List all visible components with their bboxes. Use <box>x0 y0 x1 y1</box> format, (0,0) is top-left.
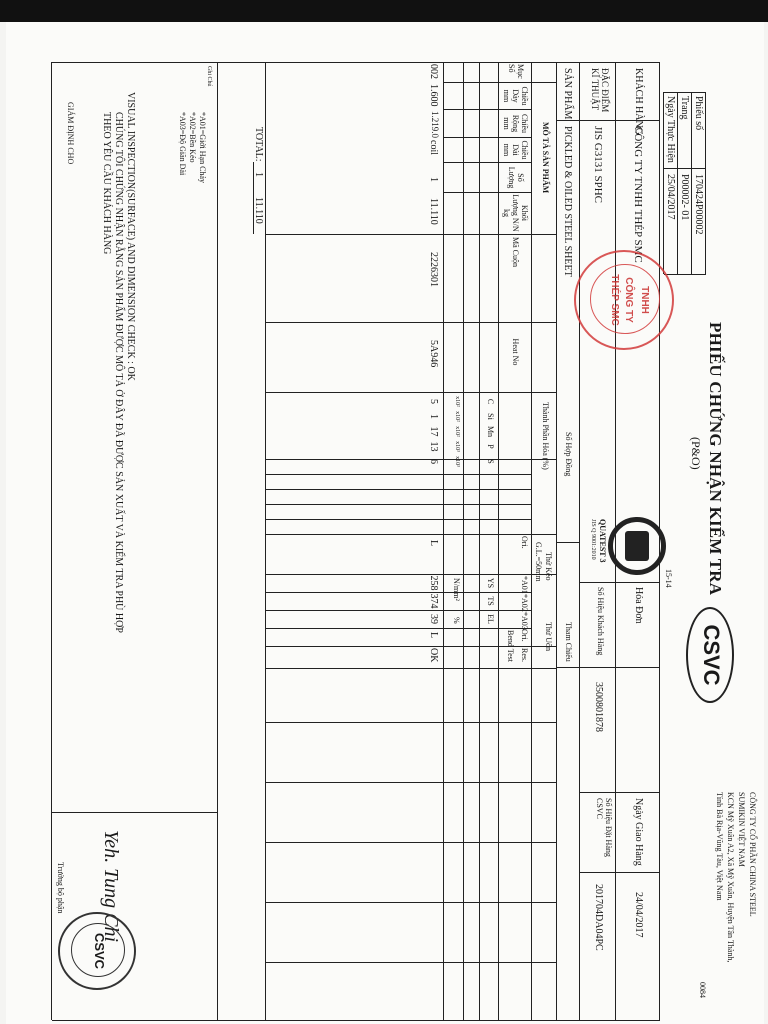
col-ys: YS <box>486 577 495 589</box>
col-gl: G.L.=50mm <box>534 542 543 582</box>
page-subtitle: (P&O) <box>689 437 703 470</box>
unit-mn: x10² <box>454 426 460 437</box>
col-a03: *A03 <box>520 612 529 630</box>
col-heat-no: Heat No <box>511 338 520 366</box>
cert-line-2: THEO YÊU CẦU KHÁCH HÀNG <box>101 112 112 255</box>
trang-value: P00002- 01 <box>679 174 690 221</box>
note-a03: *A03=Độ Giãn Dài <box>178 112 187 176</box>
so-hieu-dat-value: 201704DA04PC <box>593 884 604 951</box>
so-hieu-kh-value: 3500801878 <box>593 682 604 732</box>
col-so-luong: Số Lượng <box>507 166 525 189</box>
csvc-logo: CSVC <box>686 607 734 703</box>
so-hieu-dat-label: Số Hiệu Đặt Hàng CSVC <box>595 798 613 857</box>
mo-ta-label: MÔ TẢ SẢN PHẨM <box>541 122 550 194</box>
row-ori: L <box>428 540 439 547</box>
col-day: Chiều Dày mm <box>502 86 529 106</box>
phieu-so-label: Phiếu số <box>693 96 704 131</box>
row-day: 1.600 <box>428 84 439 107</box>
ngay-giao-label: Ngày Giao Hàng <box>633 798 644 866</box>
unit-pct: % <box>452 617 461 624</box>
col-ts: TS <box>486 596 495 606</box>
total-weight: 11.110 <box>253 197 264 224</box>
khach-hang-label: KHÁCH HÀNG <box>633 68 644 135</box>
company-address-1: KCN Mỹ Xuân A2, Xã Mỹ Xuân, Huyện Tân Thành, <box>726 792 735 963</box>
csvc-seal: CSVC <box>58 912 136 990</box>
row-dai: coil <box>428 140 439 155</box>
col-ma-cuon: Mã Cuộn <box>511 237 520 267</box>
note-a02: *A02=Bền Kéo <box>188 112 197 163</box>
ghi-chu-label: Ghi Chú <box>206 66 212 87</box>
phieu-so-value: 170424P00002 <box>693 174 704 235</box>
unit-tensile: N/mm² <box>452 578 461 601</box>
truong-bo-phan: Trưởng bộ phận <box>56 862 65 914</box>
row-el: 39 <box>428 614 439 624</box>
chem-mn: Mn <box>486 425 495 438</box>
col-a02: *A02 <box>520 594 529 612</box>
row-ts: 374 <box>428 593 439 609</box>
col-thanh-phan: Thành Phần Hóa (%) <box>541 402 550 470</box>
quatest-logo: 15-14 QUATEST 3 JIS Q 9001:2010 <box>590 519 673 588</box>
col-bend-test: Bend Test <box>506 630 515 662</box>
row-heat: 5A946 <box>428 340 439 368</box>
unit-c: x10² <box>454 396 460 407</box>
company-address-2: Tỉnh Bà Rịa-Vũng Tàu, Việt Nam <box>715 792 724 901</box>
giam-dinh-label: GIÁM ĐỊNH CHO <box>66 102 75 165</box>
row-muc: 002 <box>428 64 439 79</box>
company-name: CÔNG TY CỔ PHẦN CHINA STEEL <box>748 792 757 917</box>
unit-s: x10³ <box>454 456 460 467</box>
col-ori: Ori. <box>520 536 529 549</box>
so-hieu-kh-label: Số Hiệu Khách Hàng <box>596 587 605 656</box>
row-chem-c: 5 <box>428 399 439 404</box>
san-pham-value: PICKLED & OILED STEEL SHEET <box>562 126 573 277</box>
row-chem-p: 13 <box>428 441 439 452</box>
row-khoi-luong: 11.110 <box>428 198 439 225</box>
visual-inspection: VISUAL INSPECTION(SURFACE) AND DIMENSION CHECK : OK <box>125 92 136 381</box>
row-chem-si: 1 <box>428 414 439 419</box>
dac-diem-value: JIS G3131 SPHC <box>592 126 604 204</box>
row-chem-s: 6 <box>428 459 439 464</box>
san-pham-label: SẢN PHẨM <box>562 68 573 120</box>
col-el: EL <box>486 614 495 624</box>
chem-s: S <box>486 459 495 464</box>
rotated-certificate <box>6 22 764 1024</box>
ngay-label: Ngày Thực Hiện <box>665 96 676 163</box>
signature: Yeh. Tung Chi <box>100 830 122 943</box>
hoa-don-label: Hóa Đơn <box>633 587 644 624</box>
row-chem-mn: 17 <box>428 426 439 437</box>
col-muc-so: Mục Số <box>507 64 525 79</box>
col-thu-uon: Thử Uốn <box>544 622 553 651</box>
row-ys: 258 <box>428 575 439 591</box>
khach-hang-value: CÔNG TY TNHH THÉP SMC <box>632 126 644 263</box>
col-bend-ori: Ori. <box>520 629 529 642</box>
page-title: PHIẾU CHỨNG NHẬN KIỂM TRA <box>706 322 725 596</box>
ngay-value: 25/04/2017 <box>665 174 676 220</box>
row-so-luong: 1 <box>428 177 439 182</box>
cert-line-1: CHÚNG TÔI CHỨNG NHẬN RẰNG SẢN PHẨM ĐƯỢC MÔ TẢ Ở ĐÂY ĐÃ ĐƯỢC SẢN XUẤT VÀ KIỂM TRA PHÙ HỢP <box>113 112 124 633</box>
col-bend-res: Res. <box>520 648 529 662</box>
ngay-giao-value: 24/04/2017 <box>633 892 644 938</box>
dac-diem-label: ĐẶC ĐIỂM KĨ THUẬT <box>590 68 610 113</box>
chem-c: C <box>486 398 495 405</box>
so-hop-dong-label: Số Hợp Đồng <box>564 432 573 477</box>
col-thu-keo: Thử Kéo <box>544 552 553 581</box>
chem-si: Si <box>486 413 495 420</box>
col-rong: Chiều Rộng mm <box>502 113 529 134</box>
note-a01: *A01=Giới Hạn Chảy <box>198 112 207 183</box>
company-seal: TNHH CÔNG TY THÉP SMC <box>574 250 674 350</box>
scan-top-border <box>0 0 768 22</box>
col-a01: *A01 <box>520 576 529 594</box>
unit-si: x10² <box>454 411 460 422</box>
total-label: TOTAL: <box>253 127 264 162</box>
row-ma-cuon: 2226301 <box>428 252 439 287</box>
page-code: 0084 <box>698 982 707 998</box>
col-khoi-luong: Khối Lượng N/N kg <box>502 194 529 232</box>
certificate-page <box>6 22 764 1024</box>
total-qty: 1 <box>253 172 264 177</box>
chem-p: P <box>486 444 495 449</box>
row-rong: 1.219.0 <box>430 111 440 138</box>
row-bend-res: OK <box>428 648 439 663</box>
tham-chieu-label: Tham Chiếu <box>564 622 573 662</box>
trang-label: Trang <box>679 96 690 120</box>
company-name-2: SUMIKIN VIỆT NAM <box>737 792 746 867</box>
unit-p: x10³ <box>454 441 460 452</box>
col-dai: Chiều Dài mm <box>502 140 529 160</box>
row-bend-ori: L <box>428 632 439 639</box>
